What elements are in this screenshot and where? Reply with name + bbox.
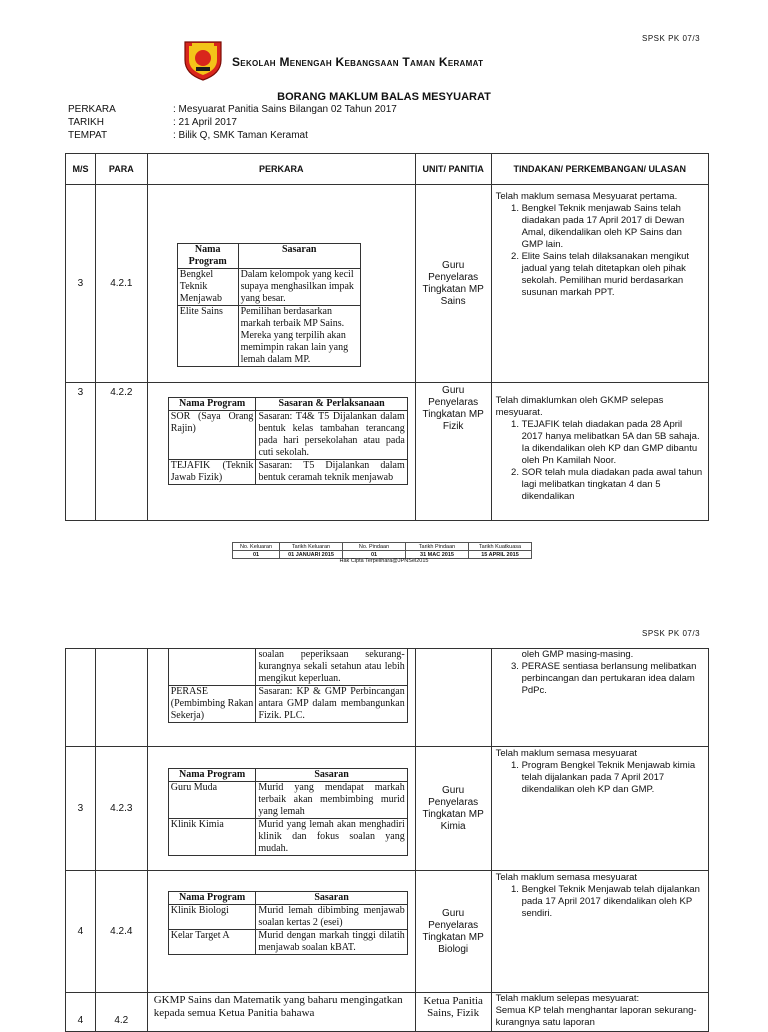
row-unit: Guru Penyelaras Tingkatan MP Kimia — [415, 747, 491, 871]
tindakan-intro: Telah maklum semasa mesyuarat — [495, 748, 638, 759]
program-header-name: Nama Program — [168, 398, 256, 411]
program-target: Pemilihan berdasarkan markah terbaik MP Sains. Mereka yang terpilih akan memimpin rakan lain yang lemah dalam MP. — [238, 306, 360, 367]
program-target: Murid dengan markah tinggi dilatih menjawab soalan kBAT. — [256, 930, 407, 955]
list-item — [177, 306, 360, 367]
tindakan-line: Semua KP telah menghantar laporan sekurang-kurangnya satu laporan — [495, 1005, 697, 1028]
footer-header: Tarikh Kuatkuasa — [469, 543, 532, 551]
list-item — [168, 930, 407, 955]
tindakan-intro: Telah maklum selepas mesyuarat: — [495, 993, 640, 1004]
list-item — [168, 819, 407, 856]
row-tindakan — [491, 383, 708, 521]
document-code: SPSK PK 07/3 — [642, 34, 701, 43]
tindakan-intro: Telah maklum semasa Mesyuarat pertama. — [495, 191, 678, 202]
meta-label-tempat: TEMPAT — [68, 130, 108, 141]
header-ms: M/S — [66, 154, 96, 185]
form-title: BORANG MAKLUM BALAS MESYUARAT — [277, 91, 491, 103]
tindakan-intro: Telah dimaklumkan oleh GKMP selepas mesyuarat. — [495, 395, 664, 418]
school-name: Sekolah Menengah Kebangsaan Taman Keramat — [232, 55, 484, 69]
program-name: PERASE (Pembimbing Rakan Sekerja) — [168, 686, 256, 723]
table-row — [66, 649, 709, 747]
program-table — [168, 397, 408, 485]
header-para: PARA — [95, 154, 147, 185]
program-table — [177, 243, 361, 367]
row-para: 4.2.1 — [95, 185, 147, 383]
footer-value: 31 MAC 2015 — [406, 551, 469, 559]
list-item — [168, 782, 407, 819]
row-ms: 4 — [66, 993, 96, 1032]
list-item — [168, 411, 407, 460]
minutes-table-page1 — [65, 153, 709, 521]
table-row — [66, 993, 709, 1032]
header-perkara: PERKARA — [147, 154, 415, 185]
program-table — [168, 768, 408, 856]
program-name: Klinik Biologi — [168, 905, 256, 930]
footer-header: No. Keluaran — [233, 543, 280, 551]
row-unit: Guru Penyelaras Tingkatan MP Sains — [415, 185, 491, 383]
footer-value: 01 JANUARI 2015 — [280, 551, 343, 559]
school-logo-icon — [181, 38, 225, 82]
footer-value: 15 APRIL 2015 — [469, 551, 532, 559]
document-code: SPSK PK 07/3 — [642, 629, 701, 638]
tindakan-item: 1. Program Bengkel Teknik Menjawab kimia telah dijalankan pada 7 April 2017 dikendalikan oleh KP dan GMP. — [522, 760, 704, 796]
program-table — [168, 891, 408, 955]
minutes-table-page2 — [65, 648, 709, 1032]
footer-value: 01 — [343, 551, 406, 559]
program-target: Sasaran: T4& T5 Dijalankan dalam bentuk kelas tambahan terancang pada hari persekolahan atau pada cuti sekolah. — [256, 411, 407, 460]
tindakan-intro: Telah maklum semasa mesyuarat — [495, 872, 638, 883]
footer-header: Tarikh Keluaran — [280, 543, 343, 551]
list-item — [177, 269, 360, 306]
row-tindakan — [491, 649, 708, 747]
row-unit: Guru Penyelaras Tingkatan MP Fizik — [415, 383, 491, 521]
program-target: soalan peperiksaan sekurang-kurangnya sekali setahun atau lebih mengikut keperluan. — [256, 649, 407, 686]
program-target: Murid lemah dibimbing menjawab soalan kertas 2 (esei) — [256, 905, 407, 930]
program-target: Murid yang mendapat markah terbaik akan membimbing murid yang lemah — [256, 782, 407, 819]
header-tindakan: TINDAKAN/ PERKEMBANGAN/ ULASAN — [491, 154, 708, 185]
list-item — [168, 905, 407, 930]
row-tindakan — [491, 871, 708, 993]
row-ms: 3 — [66, 747, 96, 871]
program-header-target: Sasaran — [256, 769, 407, 782]
program-header-target: Sasaran & Perlaksanaan — [256, 398, 407, 411]
row-para: 4.2.4 — [95, 871, 147, 993]
meta-value-perkara: : Mesyuarat Panitia Sains Bilangan 02 Tahun 2017 — [173, 104, 397, 115]
meta-value-tarikh: : 21 April 2017 — [173, 117, 237, 128]
program-name: Kelar Target A — [168, 930, 256, 955]
table-row — [66, 383, 709, 521]
row-ms: 3 — [66, 383, 96, 521]
row-tindakan — [491, 185, 708, 383]
program-header-target: Sasaran — [256, 892, 407, 905]
meta-label-perkara: PERKARA — [68, 104, 116, 115]
row-para: 4.2 — [95, 993, 147, 1032]
footer-header: No. Pindaan — [343, 543, 406, 551]
row-para: 4.2.2 — [95, 383, 147, 521]
program-name: Klinik Kimia — [168, 819, 256, 856]
row-ms: 3 — [66, 185, 96, 383]
row-perkara-text: GKMP Sains dan Matematik yang baharu mengingatkan kepada semua Ketua Panitia bahawa — [147, 993, 415, 1032]
program-name: SOR (Saya Orang Rajin) — [168, 411, 256, 460]
program-name: Elite Sains — [177, 306, 238, 367]
row-para: 4.2.3 — [95, 747, 147, 871]
tindakan-item: 2. SOR telah mula diadakan pada awal tahun lagi melibatkan tingkatan 4 dan 5 dikendalikan — [522, 467, 704, 503]
footer-value: 01 — [233, 551, 280, 559]
row-unit: Guru Penyelaras Tingkatan MP Biologi — [415, 871, 491, 993]
program-target: Murid yang lemah akan menghadiri klinik dan fokus soalan yang mudah. — [256, 819, 407, 856]
header-unit: UNIT/ PANITIA — [415, 154, 491, 185]
tindakan-item: 1. Bengkel Teknik menjawab Sains telah diadakan pada 17 April 2017 di Dewan Amal, dikendalikan oleh KP Sains dan GMP lain. — [522, 203, 704, 251]
program-name — [168, 649, 256, 686]
program-target: Sasaran: KP & GMP Perbincangan antara GMP dalam membangunkan Fizik. PLC. — [256, 686, 407, 723]
program-header-name: Nama Program — [168, 769, 256, 782]
program-name: TEJAFIK (Teknik Jawab Fizik) — [168, 460, 256, 485]
row-tindakan — [491, 993, 708, 1032]
row-tindakan — [491, 747, 708, 871]
program-target: Dalam kelompok yang kecil supaya menghasilkan impak yang besar. — [238, 269, 360, 306]
table-row — [66, 185, 709, 383]
tindakan-item: 1. TEJAFIK telah diadakan pada 28 April 2017 hanya melibatkan 5A dan 5B sahaja. Ia dikendalikan oleh KP dan GMP dibantu oleh Pn Kamilah Noor. — [522, 419, 704, 467]
program-header-target: Sasaran — [238, 244, 360, 269]
table-row — [66, 871, 709, 993]
program-name: Guru Muda — [168, 782, 256, 819]
footer-header: Tarikh Pindaan — [406, 543, 469, 551]
copyright-text: Hak Cipta Terpelihara@JPNSel2015 — [339, 558, 429, 564]
program-table-continued — [168, 649, 408, 723]
tindakan-line: oleh GMP masing-masing. — [521, 649, 634, 660]
row-unit: Ketua Panitia Sains, Fizik — [415, 993, 491, 1032]
list-item — [168, 460, 407, 485]
table-row — [66, 747, 709, 871]
program-name: Bengkel Teknik Menjawab — [177, 269, 238, 306]
list-item — [168, 649, 407, 686]
row-ms: 4 — [66, 871, 96, 993]
program-header-name: Nama Program — [168, 892, 256, 905]
document-control-footer — [232, 542, 532, 559]
tindakan-item: 1. Bengkel Teknik Menjawab telah dijalankan pada 17 April 2017 dikendalikan oleh KP sendiri. — [522, 884, 704, 920]
meta-label-tarikh: TARIKH — [68, 117, 104, 128]
tindakan-item: 3. PERASE sentiasa berlansung melibatkan perbincangan dan pertukaran idea dalam PdPc. — [522, 661, 704, 697]
program-target: Sasaran: T5 Dijalankan dalam bentuk ceramah teknik menjawab — [256, 460, 407, 485]
meta-value-tempat: : Bilik Q, SMK Taman Keramat — [173, 130, 308, 141]
list-item — [168, 686, 407, 723]
tindakan-item: 2. Elite Sains telah dilaksanakan mengikut jadual yang telah ditetapkan oleh pihak sekolah. Pemilihan murid berdasarkan susunan markah PPT. — [522, 251, 704, 299]
program-header-name: Nama Program — [177, 244, 238, 269]
